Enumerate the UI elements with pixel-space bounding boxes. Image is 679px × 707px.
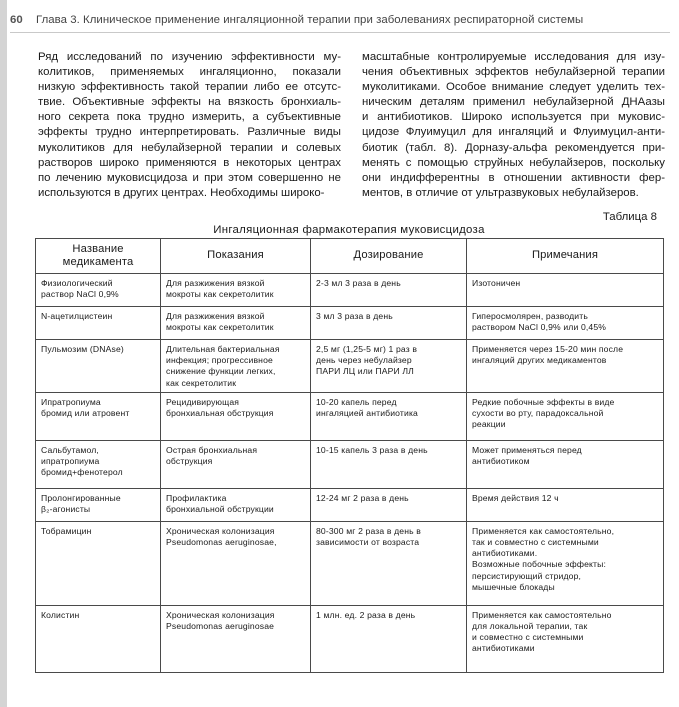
cell-indication (161, 488, 311, 521)
cell-text: Применяется как самостоятельно (472, 609, 612, 620)
cell-text: 3 мл 3 раза в день (316, 311, 393, 321)
cell-name (36, 605, 161, 672)
cell-text: сухости во рту, парадоксальной (472, 408, 604, 419)
cell-text: Редкие побочные эффекты в виде (472, 396, 615, 407)
cell-name (36, 340, 161, 393)
cell-text: ингаляций других медикаментов (472, 355, 607, 366)
text-line: используются в других центрах. Необходимы широко- (38, 186, 325, 199)
header-text: Примечания (531, 249, 599, 262)
cell-text: инфекция; прогрессивное (166, 355, 273, 366)
header-text: Показания (207, 249, 264, 262)
cell-dosage (311, 307, 467, 340)
cell-text: Может применяться перед (472, 444, 582, 455)
table-row (36, 605, 664, 672)
cell-text: персистирующий стридор, (472, 570, 582, 581)
cell-text: раствором NaCl 0,9% или 0,45% (472, 322, 607, 333)
table-number-label: Таблица 8 (602, 211, 657, 223)
text-line: масштабные контролируемые исследования для изу- (362, 51, 665, 63)
cell-text: Пульмозим (DNAse) (41, 344, 124, 354)
cell-text: ингаляцией антибиотика (316, 408, 418, 419)
text-line: менять с помощью струйных небулайзеров, поскольку (362, 156, 665, 169)
cell-text: обструкция (166, 456, 213, 467)
cell-text: ПАРИ ЛЦ или ПАРИ ЛЛ (316, 366, 414, 377)
text-line: эффекты трудно интерпретировать. Различные виды (38, 126, 341, 139)
cell-text: мокроты как секретолитик (166, 289, 274, 300)
table-row (36, 488, 664, 521)
cell-text: антибиотиками (472, 643, 535, 654)
cell-text: мокроты как секретолитик (166, 322, 274, 333)
body-text-right-column (362, 50, 665, 201)
cell-text: 2-3 мл 3 раза в день (316, 278, 401, 288)
header-dosage-cell (311, 239, 467, 274)
cell-text: Pseudomonas aeruginosae, (166, 537, 277, 548)
cell-dosage (311, 521, 467, 605)
cell-dosage (311, 488, 467, 521)
cell-text: бромид+фенотерол (41, 467, 123, 478)
page-edge-bar (0, 0, 7, 707)
cell-text: и совместно с системными (472, 632, 584, 643)
cell-notes (467, 307, 664, 340)
cell-text: реакции (472, 419, 506, 430)
cell-text: день через небулайзер (316, 355, 412, 366)
inhalation-therapy-table (35, 238, 664, 673)
cell-notes (467, 440, 664, 488)
cell-text: для локальной терапии, так (472, 621, 588, 632)
cell-text: Рецидивирующая (166, 396, 240, 407)
header-text: Дозирование (353, 249, 424, 262)
table-row (36, 340, 664, 393)
cell-name (36, 392, 161, 440)
header-notes-cell (467, 239, 664, 274)
cell-text: 10-15 капель 3 раза в день (316, 444, 428, 455)
cell-notes (467, 274, 664, 307)
text-line: муколитиков для небулайзерной терапии и солевых (38, 141, 341, 154)
cell-dosage (311, 340, 467, 393)
cell-text: Pseudomonas aeruginosae (166, 621, 275, 632)
cell-name (36, 521, 161, 605)
table-body (36, 274, 664, 673)
cell-text: 10-20 капель перед (316, 396, 397, 407)
cell-text: Острая бронхиальная (166, 444, 258, 455)
cell-text: ипратропиума (41, 456, 100, 467)
cell-text: Возможные побочные эффекты: (472, 559, 607, 570)
table-header-row (36, 239, 664, 274)
cell-text: Гиперосмолярен, разводить (472, 311, 588, 321)
text-line: Ряд исследований по изучению эффективности му- (38, 51, 341, 63)
cell-text: снижение функции легких, (166, 366, 276, 377)
header-text: Название (72, 242, 124, 255)
cell-text: Ипратропиума (41, 396, 101, 407)
cell-text: Изотоничен (472, 278, 521, 288)
cell-text: Сальбутамол, (41, 444, 99, 455)
cell-text: 80-300 мг 2 раза в день в (316, 525, 421, 536)
text-line: низкую эффективность такой терапии либо ее отсутс- (38, 81, 341, 94)
page-number: 60 (10, 14, 23, 26)
text-line: растворов широко применяются в некоторых центрах (38, 156, 341, 169)
cell-text: Тобрамицин (41, 525, 92, 536)
cell-text: зависимости от возраста (316, 537, 420, 548)
cell-dosage (311, 605, 467, 672)
header-text: медикамента (62, 256, 134, 268)
table-row (36, 392, 664, 440)
cell-text: 2,5 мг (1,25-5 мг) 1 раз в (316, 344, 418, 354)
text-line: ного секрета пока трудно измерить, а субъективные (38, 111, 341, 124)
cell-text: Профилактика (166, 492, 227, 503)
cell-text: бронхиальной обструкции (166, 504, 274, 515)
text-line: колитиков, применяемых ингаляционно, показали (38, 66, 341, 79)
cell-notes (467, 605, 664, 672)
cell-text: Хроническая колонизация (166, 609, 275, 620)
cell-text: Физиологический (41, 278, 113, 288)
cell-text: антибиотиком (472, 456, 530, 467)
table-caption: Ингаляционная фармакотерапия муковисцидоза (213, 224, 485, 236)
cell-notes (467, 392, 664, 440)
cell-text: бронхиальная обструкция (166, 408, 274, 419)
cell-notes (467, 488, 664, 521)
cell-text: 12-24 мг 2 раза в день (316, 492, 409, 503)
cell-text: как секретолитик (166, 377, 237, 388)
text-line: они индифферентны в отношении активности фер- (362, 171, 665, 184)
cell-text: Применяется через 15-20 мин после (472, 344, 624, 354)
cell-text: 1 млн. ед. 2 раза в день (316, 609, 416, 620)
cell-text: Хроническая колонизация (166, 525, 275, 536)
cell-indication (161, 440, 311, 488)
cell-name (36, 274, 161, 307)
cell-dosage (311, 274, 467, 307)
text-line: по лечению муковисцидоза и при этом совершенно не (38, 171, 341, 184)
text-line: ментов, в отличие от ультразвуковых небулайзеров. (362, 186, 639, 199)
cell-name (36, 488, 161, 521)
cell-text: раствор NaCl 0,9% (41, 289, 119, 300)
cell-indication (161, 521, 311, 605)
cell-text: N-ацетилцистеин (41, 311, 113, 321)
cell-text: Для разжижения вязкой (166, 311, 265, 321)
text-line: и антибиотиков. Широко используется при муковис- (362, 111, 665, 124)
text-line: ническим деталям применил небулайзерной ДНАазы (362, 96, 665, 109)
cell-indication (161, 274, 311, 307)
text-line: цидозе Флуимуцил для ингаляций и Флуимуцил-анти- (362, 126, 665, 139)
cell-indication (161, 605, 311, 672)
cell-indication (161, 392, 311, 440)
cell-notes (467, 521, 664, 605)
body-text-left-column (38, 50, 341, 201)
cell-name (36, 440, 161, 488)
text-line: чения объективных эффектов небулайзерной терапии (362, 66, 665, 79)
cell-text: Для разжижения вязкой (166, 278, 265, 288)
cell-name (36, 307, 161, 340)
cell-dosage (311, 440, 467, 488)
text-line: муколитиками. Особое внимание следует уделить тех- (362, 81, 665, 94)
cell-text: бромид или атровент (41, 408, 130, 419)
cell-text: Колистин (41, 609, 80, 620)
cell-text: антибиотиками. (472, 548, 538, 559)
cell-text: β₂-агонисты (41, 504, 91, 515)
text-line: твие. Объективные эффекты на вязкость бронхиаль- (38, 96, 341, 109)
table-row (36, 307, 664, 340)
cell-notes (467, 340, 664, 393)
text-line: биотик (табл. 8). Дорназу-альфа рекомендуется при- (362, 141, 665, 154)
cell-text: Применяется как самостоятельно, (472, 525, 615, 536)
page-header (10, 14, 670, 33)
cell-dosage (311, 392, 467, 440)
table-row (36, 274, 664, 307)
cell-text: Время действия 12 ч (472, 492, 559, 503)
cell-indication (161, 340, 311, 393)
header-name-cell (36, 239, 161, 274)
table-row (36, 521, 664, 605)
cell-indication (161, 307, 311, 340)
table-row (36, 440, 664, 488)
cell-text: Пролонгированные (41, 492, 121, 503)
cell-text: Длительная бактериальная (166, 344, 280, 354)
cell-text: мышечные блокады (472, 581, 555, 592)
cell-text: так и совместно с системными (472, 537, 599, 548)
chapter-title: Глава 3. Клиническое применение ингаляционной терапии при заболеваниях респираторной системы (36, 14, 584, 26)
header-indication-cell (161, 239, 311, 274)
